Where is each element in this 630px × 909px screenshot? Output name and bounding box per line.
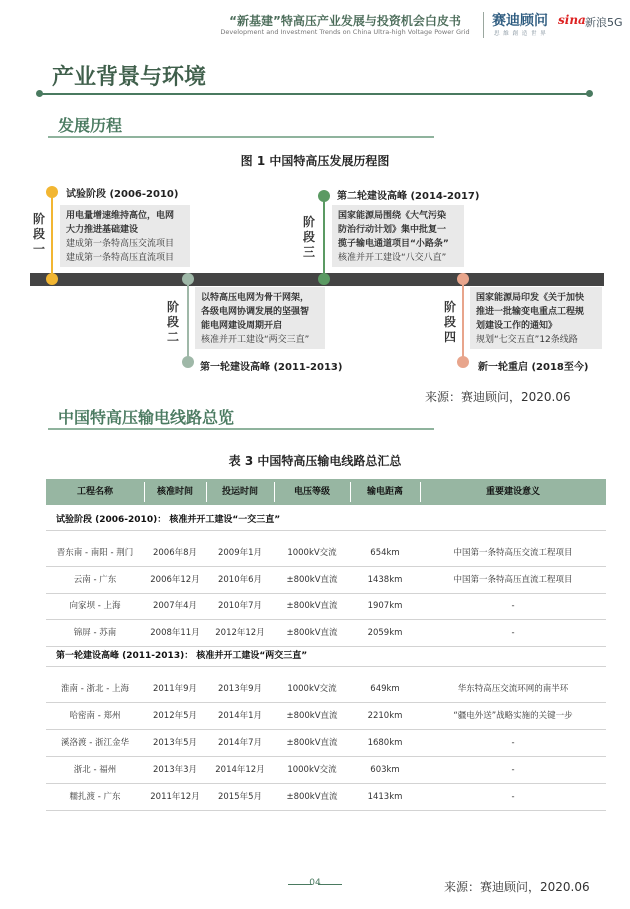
table-cell: 1000kV交流 [287,684,337,694]
table-cell: 2013年9月 [217,684,263,694]
table-cell: 2006年12月 [150,575,200,585]
table-cell: “疆电外送”战略实施的关键一步 [453,711,573,721]
stage1-heading: 试验阶段 (2006-2010) [66,189,179,200]
stage4-label: 阶段四 [443,300,456,344]
stage4-heading: 新一轮重启 (2018至今) [478,362,589,373]
table-cell: 中国第一条特高压交流工程项目 [453,548,573,558]
table-cell: 2013年3月 [152,765,198,775]
stage4-line: 推进一批输变电重点工程规 [476,307,585,317]
report-subtitle: Development and Investment Trends on China Ultra-high Voltage Power Grid [220,28,470,36]
stage1-connector [51,190,53,274]
stage3-heading: 第二轮建设高峰 (2014-2017) [337,191,480,202]
stage1-line: 大力推进基础建设 [66,225,139,235]
table-row [46,540,606,566]
stage3-line: 揽子输电通道项目“小路条” [338,239,449,249]
table-cell: 649km [370,684,400,694]
table-cell: - [511,738,515,748]
stage1-line: 建成第一条特高压直流项目 [66,253,175,263]
stage4-marker [457,273,469,285]
stage3-line: 国家能源局围绕《大气污染 [338,211,447,221]
table-cell: 2014年7月 [217,738,263,748]
table-cell: 654km [370,548,400,558]
table-cell: 1438km [367,575,403,585]
sina-logo: sina [558,13,586,27]
column-header: 投运时间 [221,487,258,497]
table-cell: 淮南 - 浙北 - 上海 [61,684,129,694]
stage4-description [470,287,602,349]
figure-source: 来源：赛迪顾问，2020.06 [425,390,571,404]
stage2-marker [182,273,194,285]
table-cell: 2014年1月 [217,711,263,721]
table-cell: 1000kV交流 [287,765,337,775]
table-cell: 1680km [367,738,403,748]
table-caption: 表 3 中国特高压输电线路总汇总 [228,454,402,468]
row-divider [46,666,606,667]
table-cell: 2010年7月 [217,601,263,611]
section-rule-dot-left [36,90,43,97]
ccid-logo: 赛迪顾问 [492,13,548,29]
overview-title: 中国特高压输电线路总览 [58,408,235,427]
table-row [46,757,606,783]
table-row [46,730,606,756]
stage3-marker [318,273,330,285]
table-cell: 2011年12月 [150,792,200,802]
table-cell: 华东特高压交流环网的南半环 [457,684,569,694]
ccid-logo-tagline: 思 維 創 造 世 界 [494,31,547,37]
table-header [46,479,606,505]
page-number: 04 [309,878,321,888]
timeline-bar [30,273,604,286]
row-divider [46,646,606,647]
column-header: 核准时间 [156,487,193,497]
table-cell: ±800kV直流 [286,601,338,611]
table-cell: 2009年1月 [217,548,263,558]
overview-title-rule [48,428,434,430]
sina-5g-logo: 新浪5G [585,16,623,29]
table-cell: 2011年9月 [152,684,198,694]
stage2-label: 阶段二 [166,300,179,344]
stage1-line: 用电量增速维持高位，电网 [66,211,175,221]
table-cell: 2006年8月 [152,548,198,558]
table-source: 来源：赛迪顾问，2020.06 [444,880,590,894]
table-cell: 2010年6月 [217,575,263,585]
stage3-label: 阶段三 [302,215,315,259]
stage1-line: 建成第一条特高压交流项目 [66,239,175,249]
table-cell: 糯扎渡 - 广东 [69,792,121,802]
report-title: “新基建”特高压产业发展与投资机会白皮书 [229,14,461,28]
table-cell: - [511,765,515,775]
table-cell: 晋东南 - 南阳 - 荆门 [56,548,134,558]
table-cell: - [511,628,515,638]
section-title: 产业背景与环境 [52,65,207,90]
table-cell: 2008年11月 [150,628,200,638]
stage2-line: 以特高压电网为骨干网架， [201,293,310,303]
history-title-rule [48,136,434,138]
stage4-marker-bottom [457,356,469,368]
table-row [46,676,606,702]
table-cell: ±800kV直流 [286,711,338,721]
table-row [46,703,606,729]
table-cell: 2015年5月 [217,792,263,802]
row-divider [46,530,606,531]
table-row [46,593,606,619]
table-cell: 1907km [367,601,403,611]
table-cell: ±800kV直流 [286,738,338,748]
table-cell: ±800kV直流 [286,792,338,802]
row-divider [46,810,606,811]
stage3-connector [323,196,325,274]
section-rule-dot-right [586,90,593,97]
table-cell: 向家坝 - 上海 [69,601,121,611]
table-cell: ±800kV直流 [286,628,338,638]
stage2-line: 各级电网协调发展的坚强智 [201,307,310,317]
stage3-marker-top [318,190,330,202]
table-cell: 浙北 - 福州 [73,765,117,775]
stage2-heading: 第一轮建设高峰 (2011-2013) [200,362,343,373]
table-cell: 2059km [367,628,403,638]
stage2-connector [187,280,189,360]
column-header: 电压等级 [293,487,330,497]
table-group-label: 试验阶段 (2006-2010)： 核准并开工建设“一交三直” [56,515,281,525]
stage2-line: 能电网建设周期开启 [201,321,283,331]
table-cell: 2012年12月 [215,628,265,638]
history-title: 发展历程 [58,116,123,135]
table-cell: 1413km [367,792,403,802]
stage3-line: 核准并开工建设“八交八直” [338,253,447,263]
column-header: 重要建设意义 [485,487,540,497]
stage2-marker-bottom [182,356,194,368]
stage1-description [60,205,190,267]
table-cell: 603km [370,765,400,775]
figure-caption: 图 1 中国特高压发展历程图 [240,154,390,168]
table-row [46,784,606,810]
table-cell: 溪洛渡 - 浙江金华 [61,738,129,748]
table-cell: - [511,601,515,611]
table-cell: 2012年5月 [152,711,198,721]
table-cell: 2210km [367,711,403,721]
stage1-label: 阶段一 [32,212,45,256]
column-header: 工程名称 [76,487,113,497]
stage4-line: 划建设工作的通知》 [476,321,558,331]
section-rule [40,93,590,95]
header-divider [483,12,484,38]
table-cell: 1000kV交流 [287,548,337,558]
table-row [46,620,606,646]
stage4-line: 国家能源局印发《关于加快 [476,293,585,303]
table-row [46,567,606,593]
stage1-marker-top [46,186,58,198]
stage2-description [195,287,325,349]
stage4-connector [462,280,464,360]
table-cell: - [511,792,515,802]
table-cell: 锦屏 - 苏南 [73,628,117,638]
table-cell: 中国第一条特高压直流工程项目 [453,575,573,585]
table-group-label: 第一轮建设高峰 (2011-2013)： 核准并开工建设“两交三直” [56,651,308,661]
table-cell: 2014年12月 [215,765,265,775]
stage3-line: 防治行动计划》集中批复一 [338,225,447,235]
stage4-line: 规划“七交五直”12条线路 [476,335,578,345]
table-cell: 2013年5月 [152,738,198,748]
stage1-marker [46,273,58,285]
table-cell: 2007年4月 [152,601,198,611]
table-cell: 哈密南 - 郑州 [69,711,121,721]
stage2-line: 核准并开工建设“两交三直” [201,335,310,345]
table-cell: 云南 - 广东 [73,575,117,585]
column-header: 输电距离 [366,487,403,497]
stage3-description [332,205,464,267]
table-cell: ±800kV直流 [286,575,338,585]
